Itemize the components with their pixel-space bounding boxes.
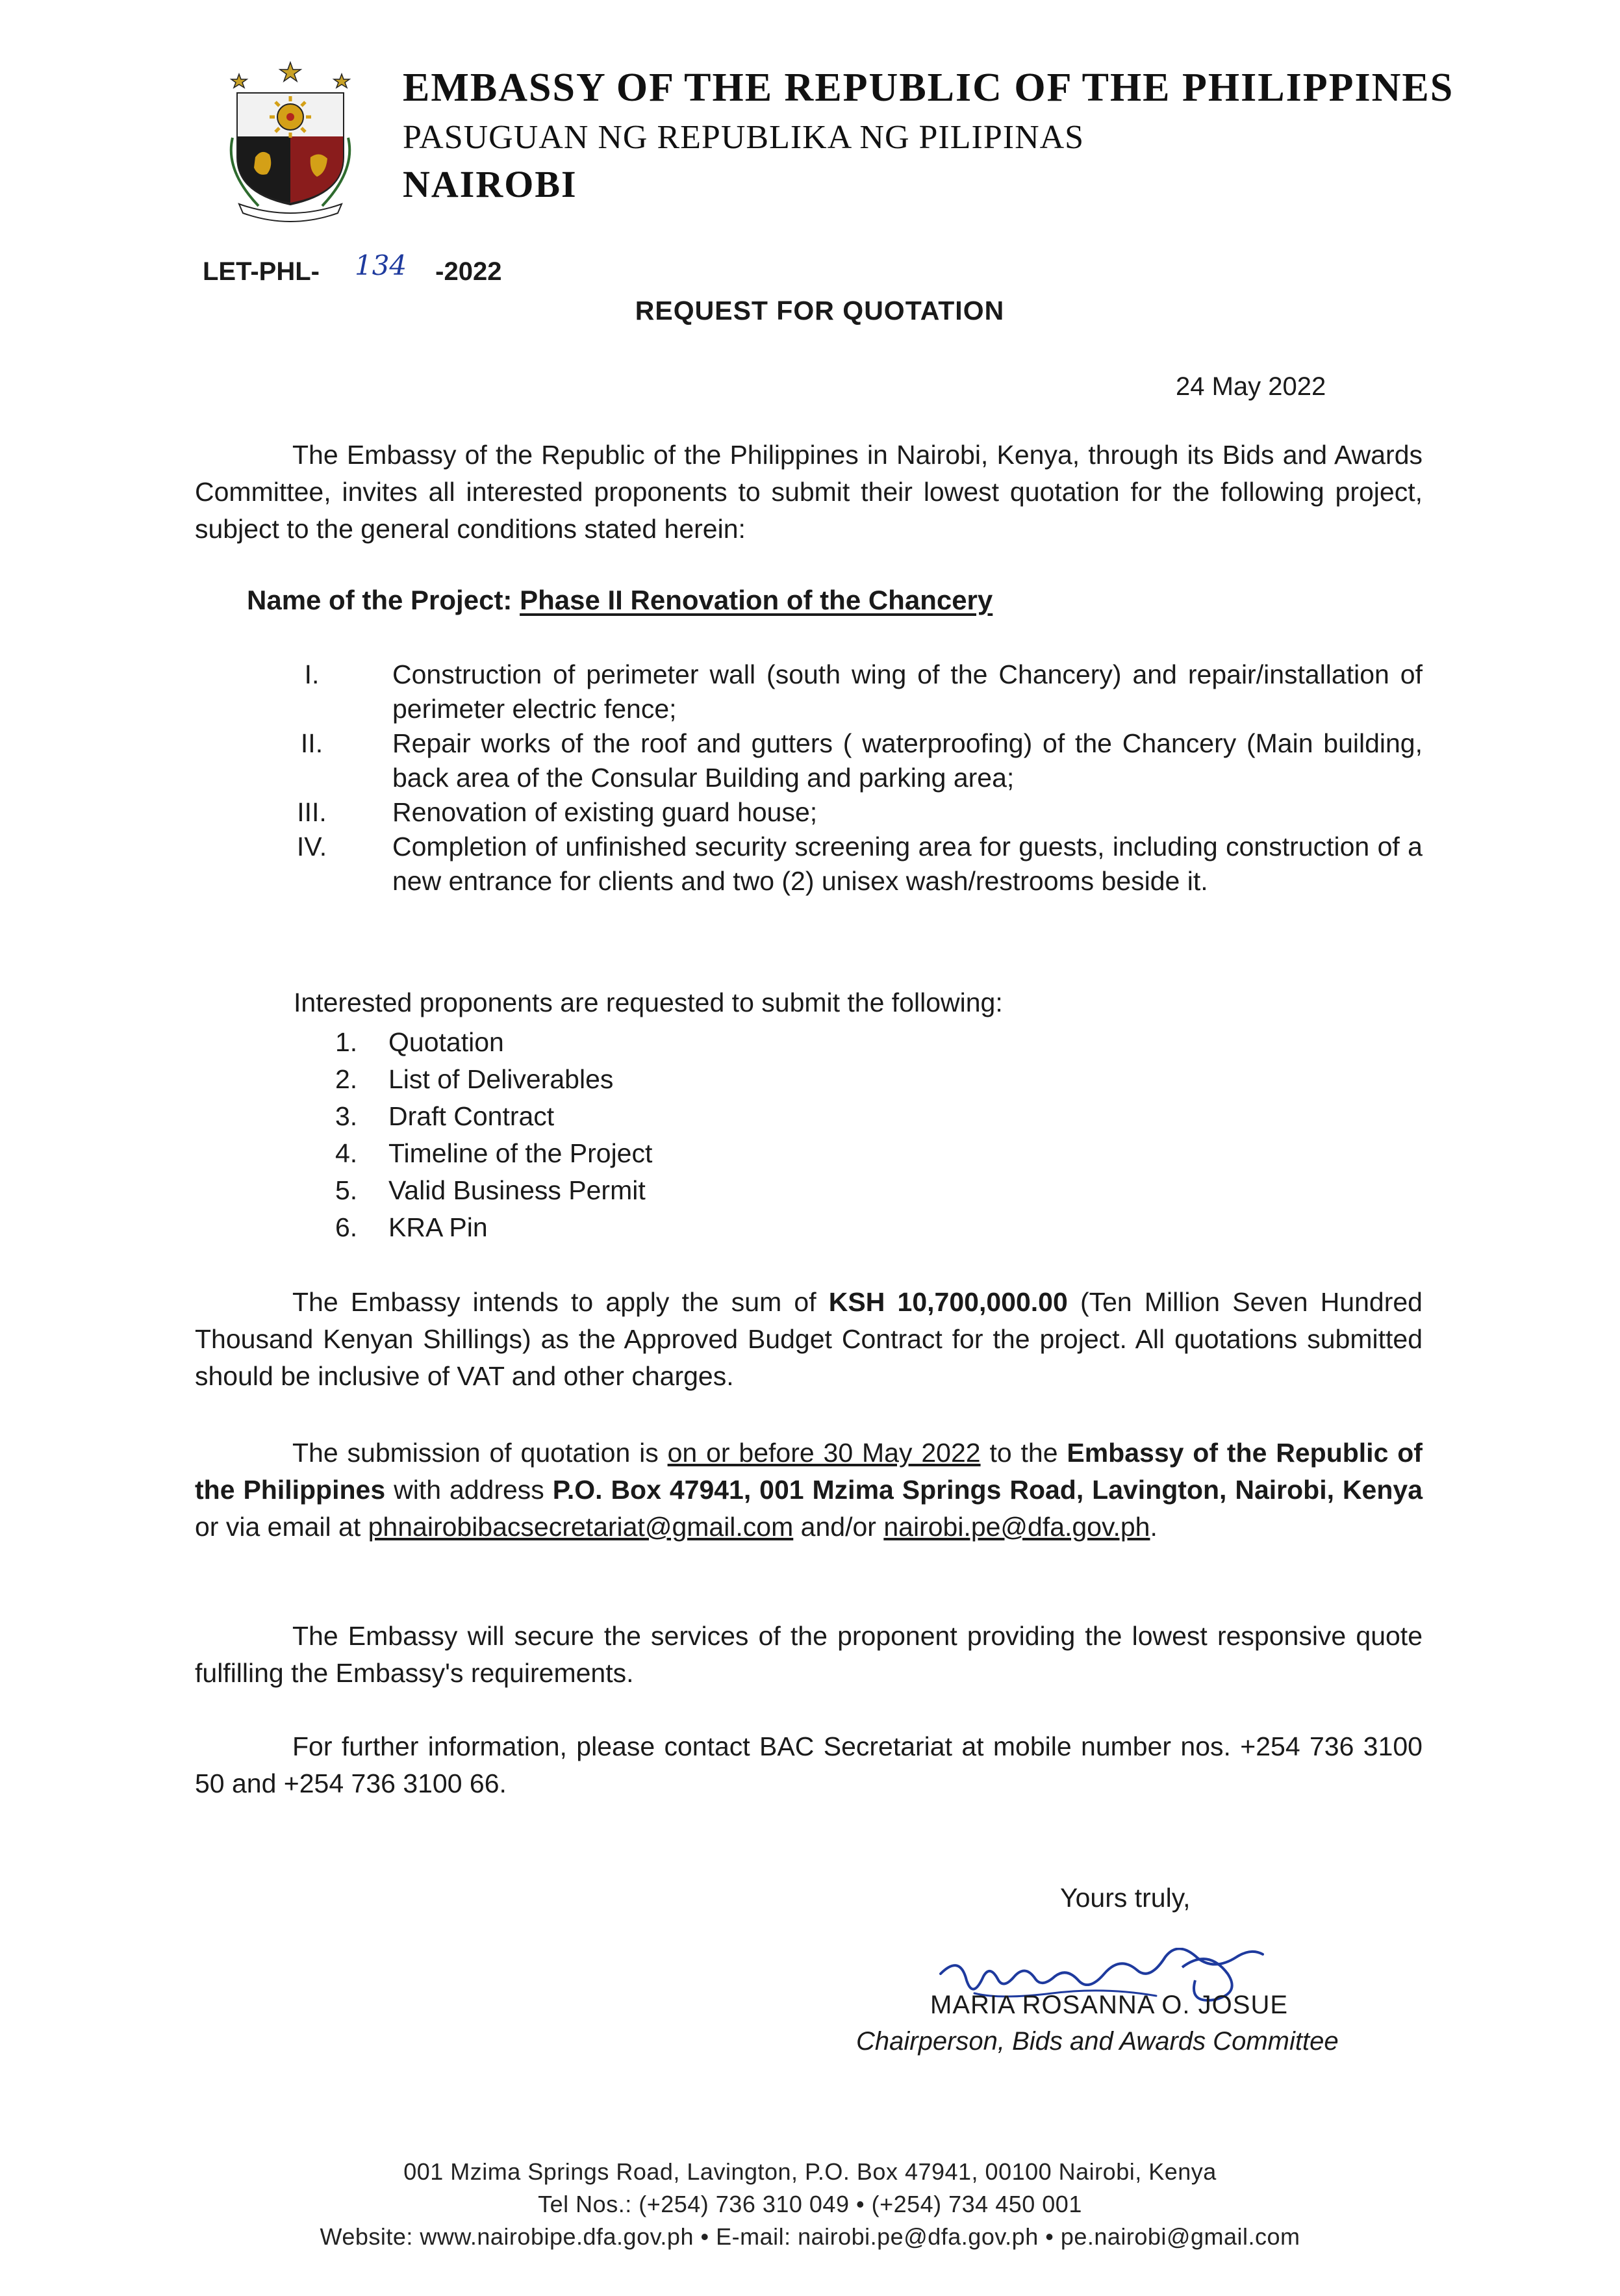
letterhead-city: NAIROBI xyxy=(403,163,577,205)
selection-text: The Embassy will secure the services of the proponent providing the lowest responsive quote fulfilling the Embassy's requirements. xyxy=(195,1621,1423,1688)
scope-item-text: Completion of unfinished security screening area for guests, including construction of a new entrance for clients and two (2) unisex wash/restrooms beside it. xyxy=(392,832,1423,896)
budget-paragraph xyxy=(195,1284,1423,1395)
requirement-text: Draft Contract xyxy=(388,1101,555,1131)
submission-email-link-2[interactable]: nairobi.pe@dfa.gov.ph xyxy=(883,1512,1150,1542)
requirement-text: List of Deliverables xyxy=(388,1064,614,1094)
intro-text: The Embassy of the Republic of the Philippines in Nairobi, Kenya, through its Bids and Awards Committee, invites all interested proponents to submit their lowest quotation for the following project, subject to the general conditions stated herein: xyxy=(195,440,1423,544)
requirement-text: Timeline of the Project xyxy=(388,1138,653,1168)
submission-pre: The submission of quotation is xyxy=(292,1438,659,1468)
scope-item-number: I. xyxy=(304,659,320,689)
requirement-text: Quotation xyxy=(388,1027,504,1057)
contact-paragraph xyxy=(195,1728,1423,1802)
footer-address: 001 Mzima Springs Road, Lavington, P.O. Box 47941, 00100 Nairobi, Kenya xyxy=(403,2158,1217,2185)
scope-item xyxy=(279,657,1423,726)
budget-amount: KSH 10,700,000.00 xyxy=(828,1287,1068,1317)
signatory-name: MARIA ROSANNA O. JOSUE xyxy=(930,1991,1289,2019)
footer-web-email: Website: www.nairobipe.dfa.gov.ph • E-mail: nairobi.pe@dfa.gov.ph • pe.nairobi@gmail.com xyxy=(320,2223,1300,2250)
requirement-item xyxy=(335,1098,652,1135)
budget-pre: The Embassy intends to apply the sum of xyxy=(292,1287,816,1317)
submission-email-link-1[interactable]: phnairobibacsecretariat@gmail.com xyxy=(368,1512,794,1542)
project-name-line xyxy=(247,585,993,616)
closing-salutation: Yours truly, xyxy=(1060,1883,1191,1913)
requirement-item xyxy=(335,1135,652,1172)
scope-item xyxy=(279,795,1423,830)
budget-post: (Ten Million Seven Hundred Thousand Kenyan Shillings) as the Approved Budget Contract for the project. All quotations submitted should be inclusive of VAT and other charges. xyxy=(195,1287,1423,1391)
requirement-item xyxy=(335,1061,652,1098)
footer-telephone: Tel Nos.: (+254) 736 310 049 • (+254) 734 450 001 xyxy=(538,2191,1082,2217)
scope-item xyxy=(279,726,1423,795)
requirements-list xyxy=(335,1024,652,1246)
requirement-number: 1. xyxy=(335,1027,358,1057)
submission-deadline: on or before 30 May 2022 xyxy=(667,1438,981,1468)
requirement-number: 2. xyxy=(335,1064,358,1094)
scope-item-number: III. xyxy=(297,797,327,827)
submission-with-address: with address xyxy=(394,1475,544,1505)
reference-suffix: -2022 xyxy=(435,257,502,286)
signatory-position: Chairperson, Bids and Awards Committee xyxy=(856,2027,1339,2056)
scope-item-number: II. xyxy=(300,728,323,758)
submission-to: to the xyxy=(989,1438,1058,1468)
requirement-item xyxy=(335,1172,652,1209)
document-title: REQUEST FOR QUOTATION xyxy=(635,296,1005,325)
reference-prefix: LET-PHL- xyxy=(203,257,320,286)
requirement-item xyxy=(335,1024,652,1061)
intro-paragraph xyxy=(195,437,1423,548)
reference-number xyxy=(203,249,502,287)
document-date: 24 May 2022 xyxy=(1176,372,1326,401)
letterhead-embassy-name: EMBASSY OF THE REPUBLIC OF THE PHILIPPINES xyxy=(403,66,1454,110)
requirement-number: 3. xyxy=(335,1101,358,1131)
requirement-number: 6. xyxy=(335,1212,358,1242)
selection-paragraph xyxy=(195,1618,1423,1692)
requirement-number: 4. xyxy=(335,1138,358,1168)
scope-item-text: Renovation of existing guard house; xyxy=(392,797,818,827)
scope-item-number: IV. xyxy=(296,832,327,861)
requirements-intro: Interested proponents are requested to submit the following: xyxy=(294,988,1003,1017)
submission-recipient: Embassy of the Republic of the Philippines xyxy=(195,1438,1423,1505)
submission-address: P.O. Box 47941, 001 Mzima Springs Road, Lavington, Nairobi, Kenya xyxy=(552,1475,1423,1505)
submission-andor: and/or xyxy=(800,1512,876,1542)
project-label: Name of the Project: xyxy=(247,585,513,615)
project-name: Phase II Renovation of the Chancery xyxy=(520,585,993,615)
letterhead-filipino-name: PASUGUAN NG REPUBLIKA NG PILIPINAS xyxy=(403,119,1085,156)
requirement-number: 5. xyxy=(335,1175,358,1205)
submission-via-email: or via email at xyxy=(195,1512,361,1542)
scope-list xyxy=(279,657,1423,899)
embassy-seal-logo xyxy=(220,60,361,222)
scope-item xyxy=(279,830,1423,899)
requirement-text: Valid Business Permit xyxy=(388,1175,646,1205)
scope-item-text: Construction of perimeter wall (south wing of the Chancery) and repair/installation of perimeter electric fence; xyxy=(392,659,1423,724)
handwritten-reference-number: 134 xyxy=(354,249,407,281)
requirement-item xyxy=(335,1209,652,1246)
contact-text: For further information, please contact BAC Secretariat at mobile number nos. +254 736 3100 50 and +254 736 3100 66. xyxy=(195,1731,1423,1798)
scope-item-text: Repair works of the roof and gutters ( waterproofing) of the Chancery (Main building, back area of the Consular Building and parking area; xyxy=(392,728,1423,793)
submission-paragraph xyxy=(195,1435,1423,1546)
requirement-text: KRA Pin xyxy=(388,1212,488,1242)
submission-end: . xyxy=(1150,1512,1158,1542)
